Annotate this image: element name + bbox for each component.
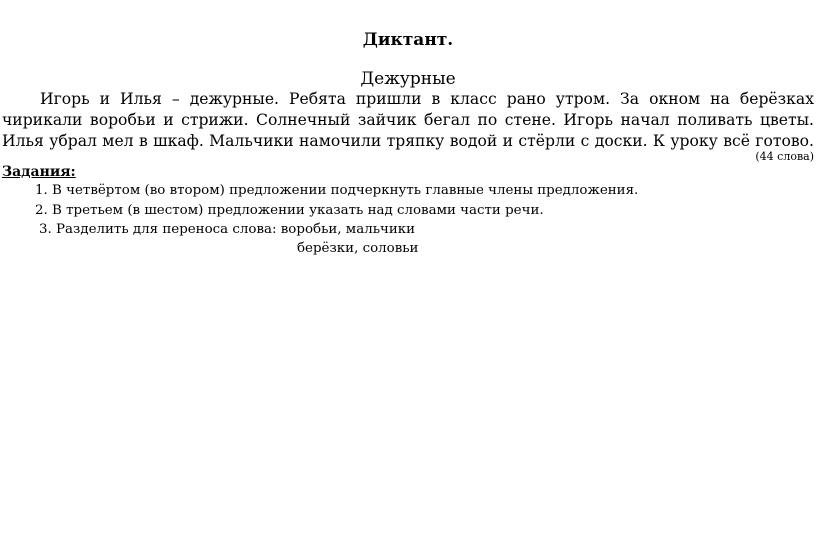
task-item: 2. В третьем (в шестом) предложении указать над словами части речи. bbox=[35, 203, 544, 218]
dictation-subtitle: Дежурные bbox=[360, 69, 456, 89]
page-title: Диктант. bbox=[362, 30, 454, 50]
paragraph-line: Илья убрал мел в шкаф. Мальчики намочили тряпку водой и стёрли с доски. К уроку всё готово. bbox=[2, 132, 814, 150]
tasks-heading: Задания: bbox=[2, 164, 76, 180]
paragraph-line: Игорь и Илья – дежурные. Ребята пришли в класс рано утром. За окном на берёзках bbox=[40, 90, 814, 108]
task-item-continuation: берёзки, соловьи bbox=[297, 241, 419, 256]
task-item: 1. В четвёртом (во втором) предложении подчеркнуть главные члены предложения. bbox=[35, 183, 639, 198]
paragraph-line: чирикали воробьи и стрижи. Солнечный зайчик бегал по стене. Игорь начал поливать цветы. bbox=[2, 111, 814, 129]
word-count: (44 слова) bbox=[755, 150, 814, 163]
task-item: 3. Разделить для переноса слова: воробьи, мальчики bbox=[39, 222, 416, 237]
